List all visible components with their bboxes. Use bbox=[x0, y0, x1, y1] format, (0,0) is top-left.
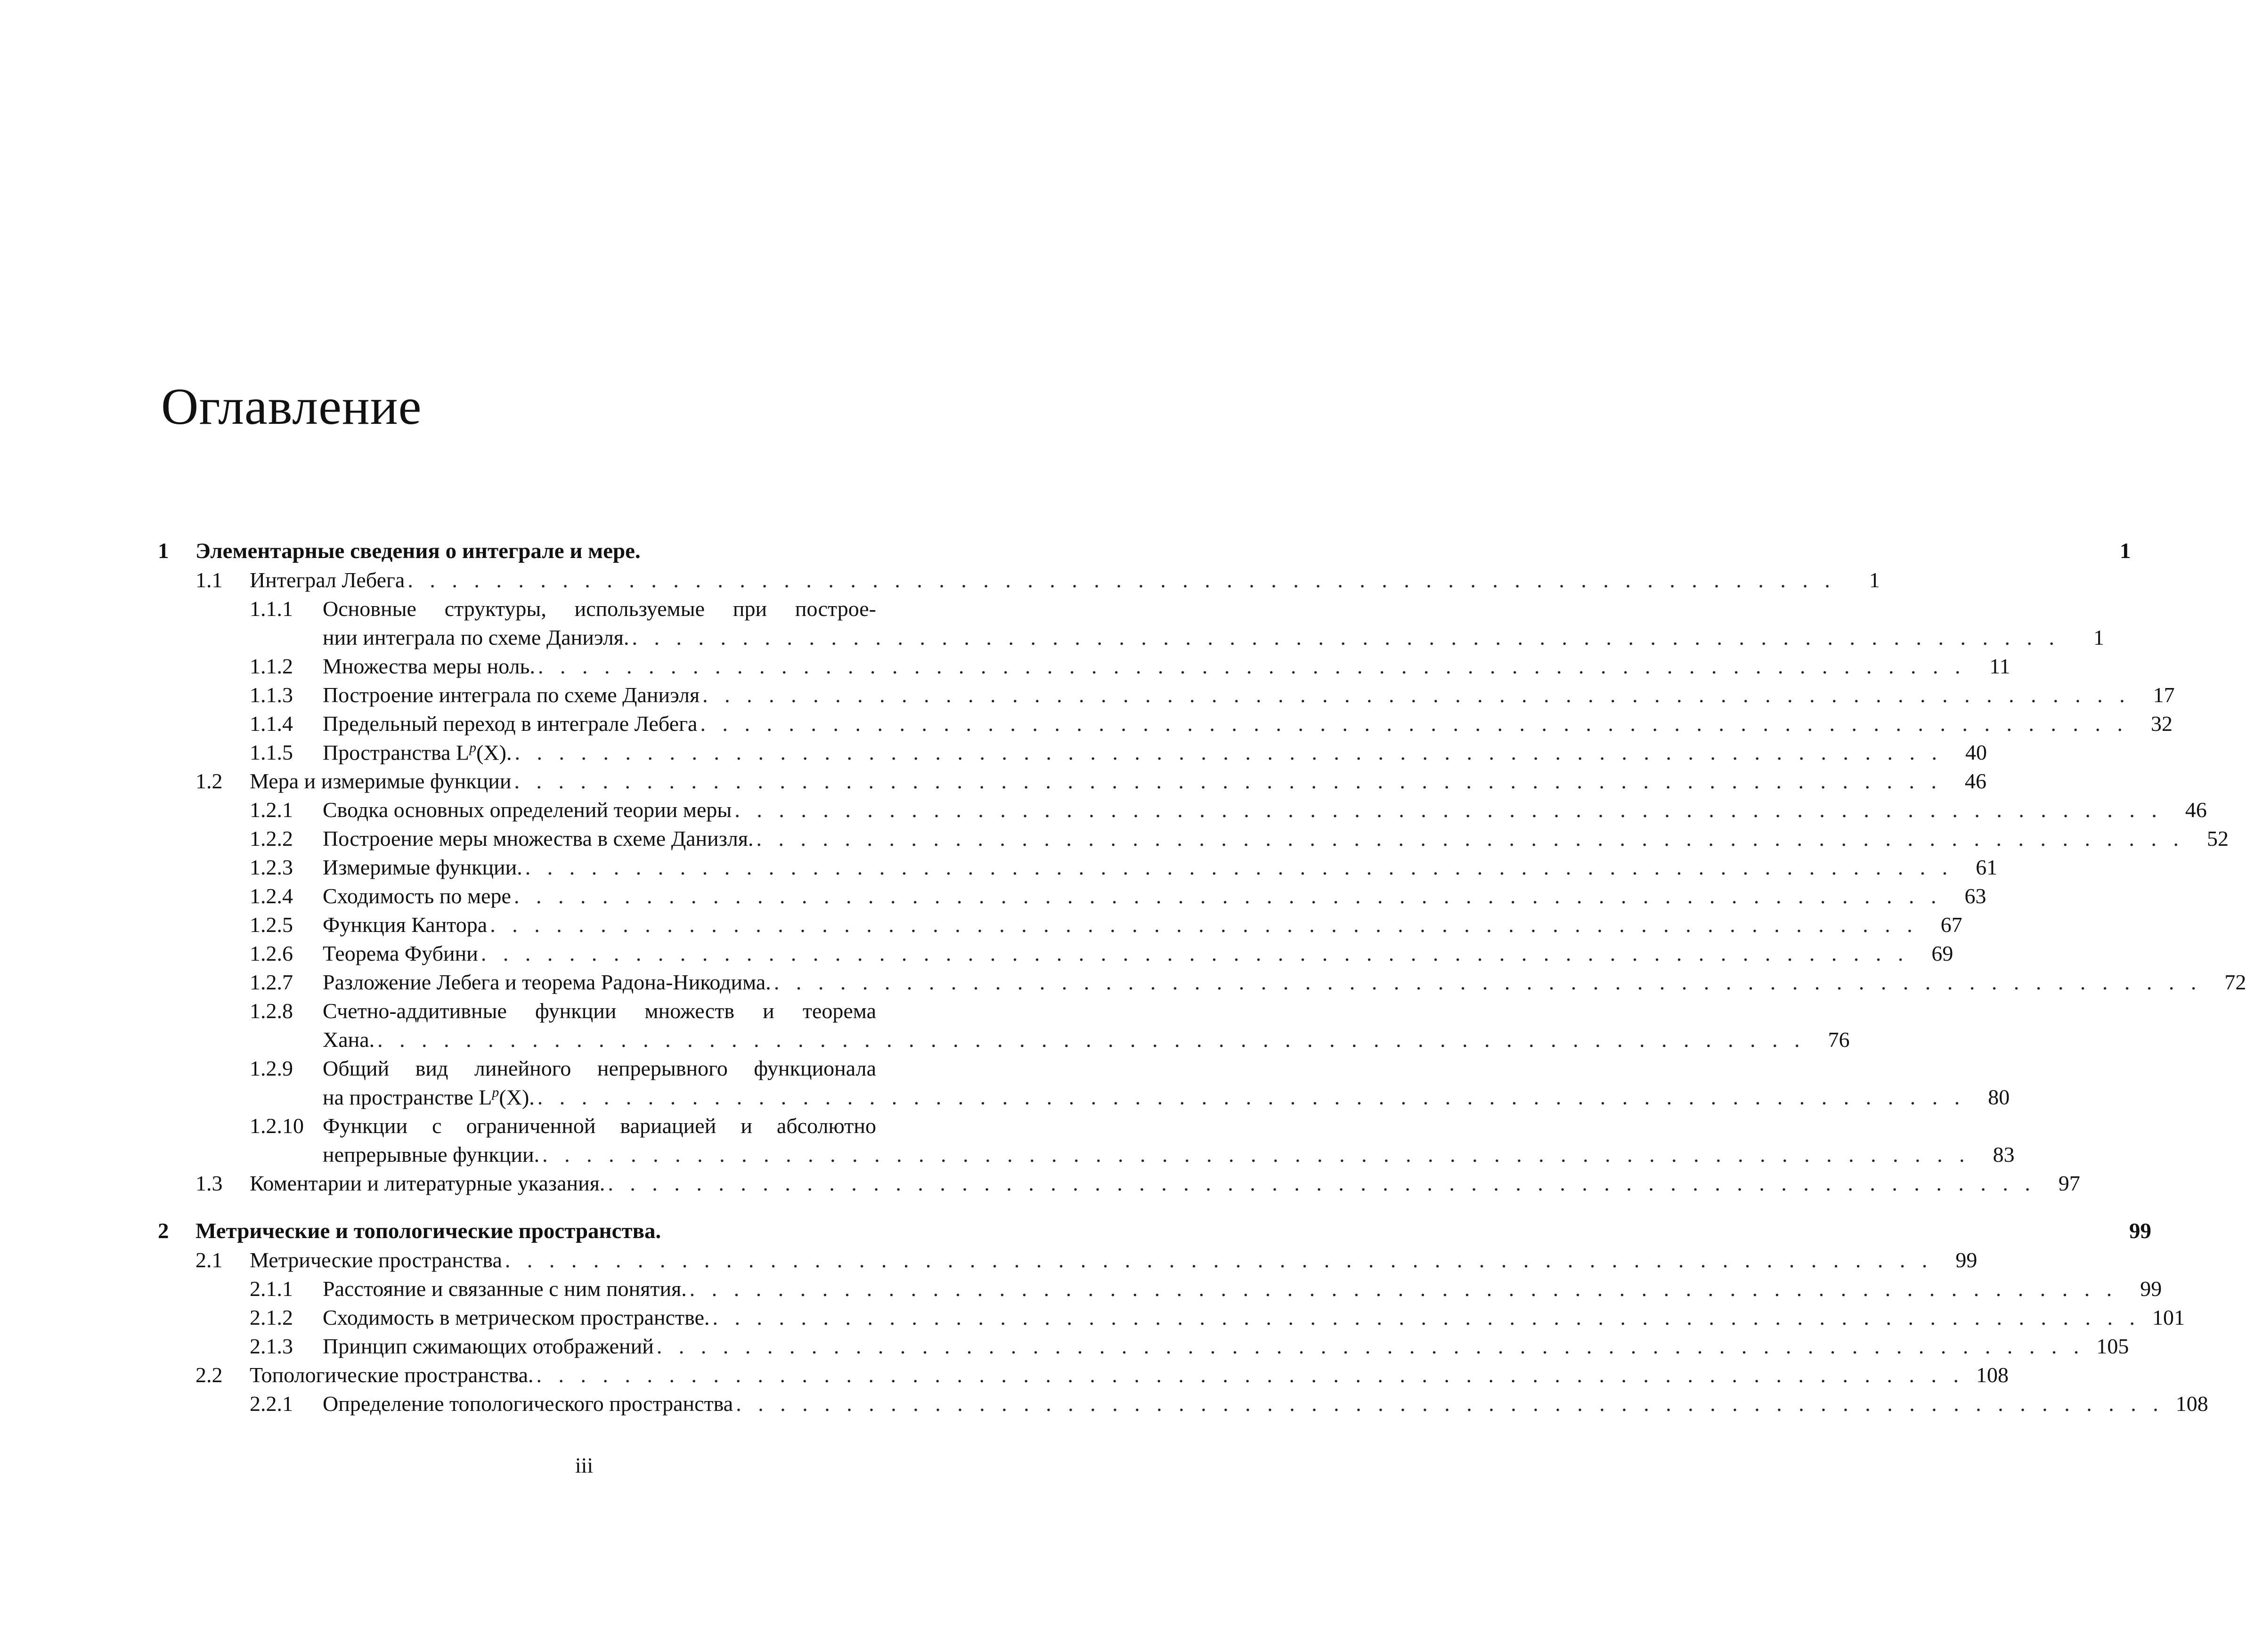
dot-leader: . . . . . . . . . . . . . . . . . . . . . . . . . . . . . . . . . . . . . . . . . . . . . . . . . . . . . . . . . . . . . . . . . bbox=[700, 712, 2128, 736]
toc-page-number: 46 bbox=[1964, 769, 1986, 793]
toc-entry-title bbox=[323, 594, 876, 623]
toc-entry-number: 1.1.1 bbox=[250, 597, 293, 621]
toc-entry-title bbox=[323, 623, 629, 652]
toc-entry-text: на пространстве L bbox=[323, 1085, 492, 1109]
dot-leader: . . . . . . . . . . . . . . . . . . . . . . . . . . . . . . . . . . . . . . . . . . . . . . . . . . . . . . . . . . . . . . . . . bbox=[377, 1028, 1806, 1052]
toc-entry-number: 1.2.10 bbox=[250, 1114, 304, 1138]
toc-page-number: 1 bbox=[1869, 568, 1880, 592]
toc-entry-text: Принцип сжимающих отображений bbox=[323, 1334, 654, 1358]
toc-entry-title bbox=[323, 1389, 733, 1418]
toc-entry-text: Множества меры ноль. bbox=[323, 654, 536, 678]
toc-subsection-entry[interactable] bbox=[158, 882, 1986, 910]
toc-subsection-entry[interactable] bbox=[158, 1389, 2208, 1418]
toc-section-entry[interactable] bbox=[158, 1246, 1977, 1274]
toc-subsection-entry[interactable] bbox=[158, 853, 1998, 882]
toc-page-number: 1 bbox=[2120, 539, 2131, 563]
toc-entry-number: 1.2.3 bbox=[250, 855, 293, 879]
dot-leader: . . . . . . . . . . . . . . . . . . . . . . . . . . . . . . . . . . . . . . . . . . . . . . . . . . . . . . . . . . . . . . . . . bbox=[689, 1277, 2118, 1301]
dot-leader: . . . . . . . . . . . . . . . . . . . . . . . . . . . . . . . . . . . . . . . . . . . . . . . . . . . . . . . . . . . . . . . . . bbox=[490, 913, 1918, 937]
dot-leader: . . . . . . . . . . . . . . . . . . . . . . . . . . . . . . . . . . . . . . . . . . . . . . . . . . . . . . . . . . . . . . . . . bbox=[702, 683, 2131, 707]
toc-entry-number: 1.1.5 bbox=[250, 740, 293, 764]
toc-section-entry[interactable] bbox=[158, 767, 1986, 795]
dot-leader: . . . . . . . . . . . . . . . . . . . . . . . . . . . . . . . . . . . . . . . . . . . . . . . . . . . . . . . . . . . . . . . . . bbox=[505, 1248, 1933, 1272]
dot-leader: . . . . . . . . . . . . . . . . . . . . . . . . . . . . . . . . . . . . . . . . . . . . . . . . . . . . . . . . . . . . . . . . . bbox=[608, 1171, 2036, 1195]
toc-entry-title bbox=[323, 996, 876, 1025]
toc-entry-text: Построение меры множества в схеме Данизля. bbox=[323, 826, 754, 850]
toc-entry-title bbox=[323, 1140, 539, 1169]
toc-entry-continuation[interactable] bbox=[158, 1083, 2010, 1111]
toc-entry-text: Предельный переход в интеграле Лебега bbox=[323, 712, 698, 736]
toc-subsection-entry[interactable] bbox=[158, 996, 930, 1025]
dot-leader: . . . . . . . . . . . . . . . . . . . . . . . . . . . . . . . . . . . . . . . . . . . . . . . . . . . . . . . . . . . . . . . . . bbox=[542, 1142, 1970, 1166]
toc-entry-title bbox=[323, 853, 522, 882]
toc-entry-number: 1.2.4 bbox=[250, 884, 293, 908]
toc-page-number: 46 bbox=[2185, 798, 2207, 822]
toc-entry-title bbox=[195, 1217, 661, 1246]
toc-page-number: 69 bbox=[1931, 941, 1953, 965]
dot-leader: . . . . . . . . . . . . . . . . . . . . . . . . . . . . . . . . . . . . . . . . . . . . . . . . . . . . . . . . . . . . . . . . . bbox=[407, 568, 1836, 592]
toc-subsection-entry[interactable] bbox=[158, 910, 1962, 939]
toc-page-number: 63 bbox=[1964, 884, 1986, 908]
dot-leader: . . . . . . . . . . . . . . . . . . . . . . . . . . . . . . . . . . . . . . . . . . . . . . . . . . . . . . . . . . . . . . . . . bbox=[712, 1305, 2141, 1329]
dot-leader: . . . . . . . . . . . . . . . . . . . . . . . . . . . . . . . . . . . . . . . . . . . . . . . . . . . . . . . . . . . . . . . . . bbox=[773, 970, 2202, 994]
toc-page-number: 32 bbox=[2150, 712, 2173, 736]
dot-leader: . . . . . . . . . . . . . . . . . . . . . . . . . . . . . . . . . . . . . . . . . . . . . . . . . . . . . . . . . . . . . . . . . bbox=[536, 1363, 1965, 1387]
toc-subsection-entry[interactable] bbox=[158, 824, 2229, 853]
toc-entry-text: Сходимость в метрическом пространстве. bbox=[323, 1305, 710, 1329]
toc-subsection-entry[interactable] bbox=[158, 1111, 930, 1140]
toc-page-number: 11 bbox=[1989, 654, 2010, 678]
toc-entry-text: Хана. bbox=[323, 1028, 375, 1052]
toc-subsection-entry[interactable] bbox=[158, 968, 2246, 996]
table-of-contents bbox=[158, 537, 2246, 1418]
toc-page-number: 99 bbox=[2129, 1219, 2151, 1243]
dot-leader: . . . . . . . . . . . . . . . . . . . . . . . . . . . . . . . . . . . . . . . . . . . . . . . . . . . . . . . . . . . . . . . . . bbox=[538, 654, 1966, 678]
dot-leader: . . . . . . . . . . . . . . . . . . . . . . . . . . . . . . . . . . . . . . . . . . . . . . . . . . . . . . . . . . . . . . . . . bbox=[525, 855, 1953, 879]
toc-entry-number: 1.2.9 bbox=[250, 1056, 293, 1080]
dot-leader: . . . . . . . . . . . . . . . . . . . . . . . . . . . . . . . . . . . . . . . . . . . . . . . . . . . . . . . . . . . . . . . . . bbox=[537, 1085, 1966, 1109]
toc-entry-text: Сходимость по мере bbox=[323, 884, 511, 908]
dot-leader: . . . . . . . . . . . . . . . . . . . . . . . . . . . . . . . . . . . . . . . . . . . . . . . . . . . . . . . . . . . . . . . . . bbox=[734, 798, 2163, 822]
toc-entry-number: 1.2.7 bbox=[250, 970, 293, 994]
toc-entry-text: Функция Кантора bbox=[323, 913, 488, 937]
toc-subsection-entry[interactable] bbox=[158, 795, 2207, 824]
dot-leader: . . . . . . . . . . . . . . . . . . . . . . . . . . . . . . . . . . . . . . . . . . . . . . . . . . . . . . . . . . . . . . . . . bbox=[632, 625, 2060, 649]
toc-subsection-entry[interactable] bbox=[158, 939, 1953, 968]
dot-leader: . . . . . . . . . . . . . . . . . . . . . . . . . . . . . . . . . . . . . . . . . . . . . . . . . . . . . . . . . . . . . . . . . bbox=[513, 884, 1942, 908]
toc-entry-title bbox=[250, 1360, 534, 1389]
dot-leader: . . . . . . . . . . . . . . . . . . . . . . . . . . . . . . . . . . . . . . . . . . . . . . . . . . . . . . . . . . . . . . . . . bbox=[514, 769, 1942, 793]
toc-page-number: 97 bbox=[2058, 1171, 2080, 1195]
toc-subsection-entry[interactable] bbox=[158, 680, 2175, 709]
toc-entry-text: Сводка основных определений теории меры bbox=[323, 798, 732, 822]
toc-entry-text: Пространства L bbox=[323, 740, 470, 764]
toc-entry-number: 1.2.1 bbox=[250, 798, 293, 822]
dot-leader: . . . . . . . . . . . . . . . . . . . . . . . . . . . . . . . . . . . . . . . . . . . . . . . . . . . . . . . . . . . . . . . . . bbox=[514, 740, 1943, 764]
toc-entry-title bbox=[323, 1025, 374, 1054]
toc-subsection-entry[interactable] bbox=[158, 738, 1987, 767]
toc-entry-title bbox=[323, 1332, 654, 1360]
toc-entry-title bbox=[323, 733, 512, 767]
toc-entry-number: 2.2 bbox=[195, 1363, 223, 1387]
toc-entry-number: 2.1.3 bbox=[250, 1334, 293, 1358]
toc-page-number: 61 bbox=[1976, 855, 1998, 879]
toc-entry-number: 2.1.1 bbox=[250, 1277, 293, 1301]
toc-entry-text: Метрические и топологические пространства. bbox=[195, 1219, 661, 1243]
toc-entry-number: 1.2.6 bbox=[250, 941, 293, 965]
dot-leader: . . . . . . . . . . . . . . . . . . . . . . . . . . . . . . . . . . . . . . . . . . . . . . . . . . . . . . . . . . . . . . . . . bbox=[480, 941, 1909, 965]
toc-subsection-entry[interactable] bbox=[158, 1054, 930, 1083]
toc-entry-number: 2.1.2 bbox=[250, 1305, 293, 1329]
toc-entry-title bbox=[323, 910, 487, 939]
toc-entry-number: 2 bbox=[158, 1219, 169, 1243]
toc-entry-text: Определение топологического пространства bbox=[323, 1392, 733, 1416]
toc-entry-text: Интеграл Лебега bbox=[250, 568, 405, 592]
toc-entry-title bbox=[195, 537, 641, 566]
toc-entry-title bbox=[250, 767, 511, 795]
toc-entry-number: 1.3 bbox=[195, 1171, 223, 1195]
toc-entry-number: 1.2.5 bbox=[250, 913, 293, 937]
toc-subsection-entry[interactable] bbox=[158, 1274, 2162, 1303]
toc-subsection-entry[interactable] bbox=[158, 652, 2010, 680]
toc-entry-number: 1.2.2 bbox=[250, 826, 293, 850]
toc-entry-text: Элементарные сведения о интеграле и мере. bbox=[195, 539, 641, 563]
toc-page-number: 99 bbox=[2140, 1277, 2162, 1301]
toc-entry-title bbox=[323, 824, 754, 853]
toc-entry-continuation[interactable] bbox=[158, 623, 2104, 652]
toc-entry-number: 1.1.4 bbox=[250, 712, 293, 736]
toc-entry-title bbox=[323, 882, 511, 910]
toc-section-entry[interactable] bbox=[158, 1169, 2080, 1198]
toc-page-number: 108 bbox=[2175, 1392, 2208, 1416]
toc-entry-text-suffix: (X). bbox=[476, 740, 512, 764]
page-number: iii bbox=[575, 1453, 594, 1477]
toc-subsection-entry[interactable] bbox=[158, 1332, 2129, 1360]
toc-page-number: 1 bbox=[2093, 625, 2104, 649]
toc-entry-number: 2.2.1 bbox=[250, 1392, 293, 1416]
dot-leader: . . . . . . . . . . . . . . . . . . . . . . . . . . . . . . . . . . . . . . . . . . . . . . . . . . . . . . . . . . . . . . . . . bbox=[736, 1392, 2164, 1416]
toc-page-number: 52 bbox=[2207, 826, 2229, 850]
toc-section-entry[interactable] bbox=[158, 1360, 2009, 1389]
toc-entry-text: Функции с ограниченной вариацией и абсолютно bbox=[323, 1114, 876, 1138]
toc-entry-number: 1.1.3 bbox=[250, 683, 293, 707]
toc-entry-text: Мера и измеримые функции bbox=[250, 769, 512, 793]
dot-leader: . . . . . . . . . . . . . . . . . . . . . . . . . . . . . . . . . . . . . . . . . . . . . . . . . . . . . . . . . . . . . . . . . bbox=[756, 826, 2185, 850]
toc-entry-text: Построение интеграла по схеме Даниэля bbox=[323, 683, 700, 707]
toc-chapter-entry[interactable] bbox=[158, 1217, 2151, 1246]
toc-entry-text: Общий вид линейного непрерывного функционала bbox=[323, 1056, 876, 1080]
toc-entry-number: 1.2 bbox=[195, 769, 223, 793]
toc-entry-text: Метрические пространства bbox=[250, 1248, 502, 1272]
toc-subsection-entry[interactable] bbox=[158, 594, 930, 623]
toc-page-number: 108 bbox=[1976, 1363, 2009, 1387]
toc-page-number: 80 bbox=[1988, 1085, 2010, 1109]
toc-entry-continuation[interactable] bbox=[158, 1025, 1850, 1054]
dot-leader: . . . . . . . . . . . . . . . . . . . . . . . . . . . . . . . . . . . . . . . . . . . . . . . . . . . . . . . . . . . . . . . . . bbox=[656, 1334, 2085, 1358]
toc-section-entry[interactable] bbox=[158, 566, 1880, 594]
superscript-p: p bbox=[469, 739, 477, 755]
toc-entry-title bbox=[250, 1246, 502, 1274]
toc-entry-title bbox=[323, 680, 700, 709]
toc-entry-text: Счетно-аддитивные функции множеств и теорема bbox=[323, 999, 876, 1023]
toc-entry-text: Измеримые функции. bbox=[323, 855, 522, 879]
toc-entry-number: 2.1 bbox=[195, 1248, 223, 1272]
toc-entry-title bbox=[323, 1274, 687, 1303]
toc-entry-text: Топологические пространства. bbox=[250, 1363, 534, 1387]
toc-entry-title bbox=[250, 1169, 605, 1198]
toc-entry-continuation[interactable] bbox=[158, 1140, 2015, 1169]
toc-entry-title bbox=[323, 1078, 535, 1111]
toc-entry-title bbox=[323, 652, 535, 680]
toc-entry-text: Расстояние и связанные с ним понятия. bbox=[323, 1277, 687, 1301]
toc-subsection-entry[interactable] bbox=[158, 1303, 2185, 1332]
toc-page-number: 17 bbox=[2153, 683, 2175, 707]
toc-entry-text: Коментарии и литературные указания. bbox=[250, 1171, 605, 1195]
toc-page-number: 67 bbox=[1940, 913, 1962, 937]
toc-page-number: 40 bbox=[1965, 740, 1987, 764]
toc-page-number: 76 bbox=[1828, 1028, 1850, 1052]
toc-page-number: 72 bbox=[2224, 970, 2246, 994]
toc-entry-title bbox=[323, 968, 771, 996]
toc-entry-text: Теорема Фубини bbox=[323, 941, 478, 965]
toc-entry-text: Основные структуры, используемые при построе- bbox=[323, 597, 876, 621]
toc-entry-title bbox=[323, 1111, 876, 1140]
toc-entry-number: 1.1.2 bbox=[250, 654, 293, 678]
toc-entry-number: 1 bbox=[158, 539, 169, 563]
toc-chapter-entry[interactable] bbox=[158, 537, 2131, 566]
toc-entry-number: 1.2.8 bbox=[250, 999, 293, 1023]
toc-entry-title bbox=[323, 795, 732, 824]
toc-entry-text: Разложение Лебега и теорема Радона-Никодима. bbox=[323, 970, 771, 994]
toc-page-number: 101 bbox=[2152, 1305, 2185, 1329]
toc-entry-text: нии интеграла по схеме Даниэля. bbox=[323, 625, 629, 649]
toc-entry-title bbox=[323, 939, 478, 968]
toc-entry-text-suffix: (X). bbox=[499, 1085, 535, 1109]
toc-entry-number: 1.1 bbox=[195, 568, 223, 592]
toc-entry-text: непрерывные функции. bbox=[323, 1142, 540, 1166]
toc-entry-title bbox=[323, 1303, 710, 1332]
toc-page-number: 105 bbox=[2096, 1334, 2129, 1358]
toc-subsection-entry[interactable] bbox=[158, 709, 2173, 738]
page-title: Оглавление bbox=[161, 378, 422, 435]
superscript-p: p bbox=[492, 1084, 499, 1100]
toc-page-number: 99 bbox=[1955, 1248, 1977, 1272]
toc-page-number: 83 bbox=[1993, 1142, 2015, 1166]
toc-entry-title bbox=[250, 566, 405, 594]
